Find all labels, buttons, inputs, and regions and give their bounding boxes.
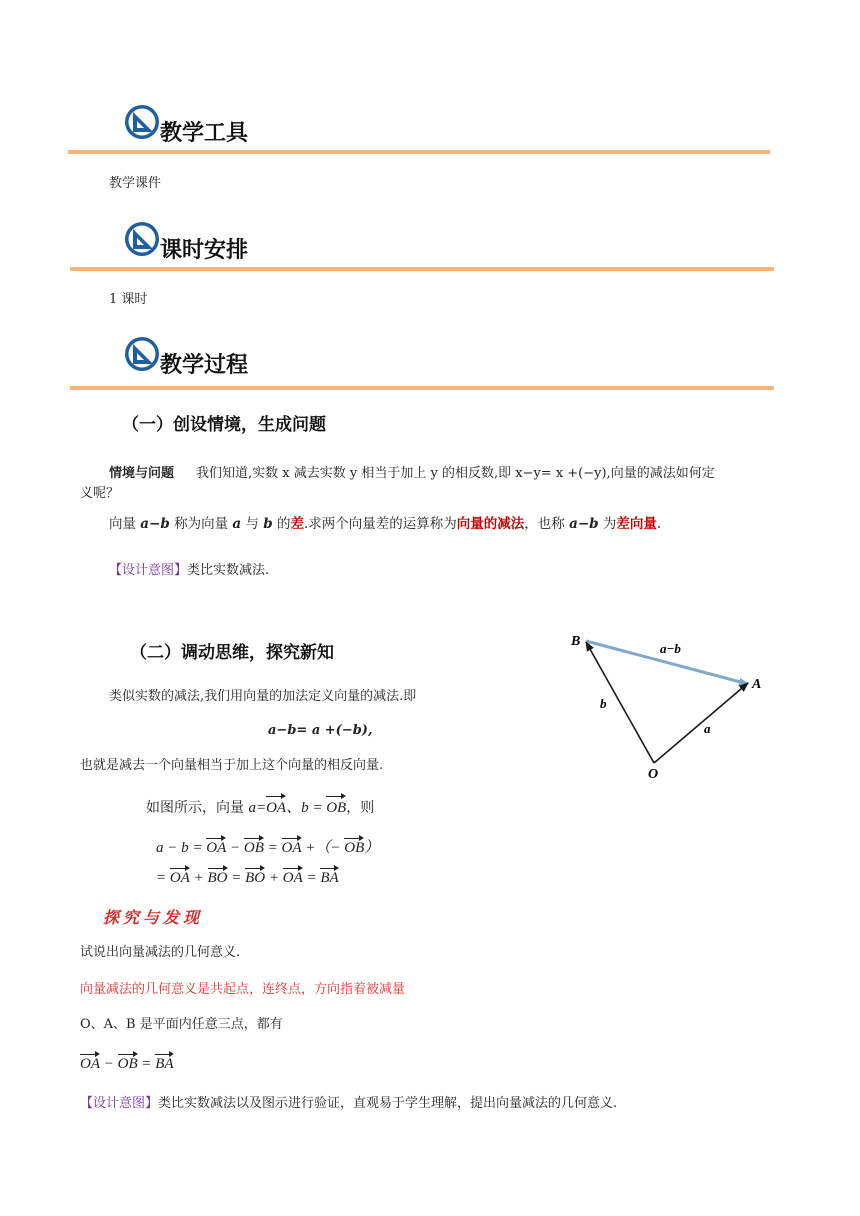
question-text: 试说出向量减法的几何意义.	[80, 945, 241, 960]
answer-text: 向量减法的几何意义是共起点，连终点，方向指着被减量	[80, 982, 406, 997]
figure-intro-text: 如图所示，向量	[146, 800, 249, 816]
section-divider	[70, 386, 774, 390]
tools-content: 教学课件	[109, 176, 162, 191]
part2-text-2: 也就是减去一个向量相当于加上这个向量的相反向量.	[80, 758, 384, 773]
vector-a: a	[232, 516, 242, 532]
label-O: O	[648, 767, 659, 782]
triangle-ruler-icon	[124, 336, 160, 372]
term-vector-subtraction: 向量的减法	[456, 516, 525, 532]
points-text: O、A、B 是平面内任意三点，都有	[80, 1017, 283, 1032]
text: 称为向量	[169, 516, 233, 532]
text: 为	[598, 516, 617, 532]
design-label: 【设计意图】	[80, 1096, 159, 1111]
vector-b: b	[263, 516, 273, 532]
formula-a-minus-b: a−b= a +(−b),	[268, 723, 373, 738]
design-label: 【设计意图】	[109, 563, 188, 578]
section-title: 教学过程	[160, 353, 249, 378]
vector-triangle-figure	[560, 620, 780, 790]
definition-line	[109, 514, 661, 534]
math-oa-minus-ob: OA − OB = BA	[80, 1052, 174, 1073]
text: ，也称	[524, 516, 570, 532]
figure-intro	[146, 794, 374, 818]
math-derivation-line-2: = OA + BO = BO + OA = BA	[156, 866, 339, 887]
part2-heading: （二）调动思维，探究新知	[130, 643, 334, 663]
math-vector-definitions: a=OA、b = OB	[248, 800, 346, 816]
situation-label: 情境与问题	[109, 466, 175, 481]
term-difference-vector: 差向量	[616, 516, 657, 532]
text: .	[656, 516, 662, 532]
label-a: a	[704, 721, 711, 736]
schedule-content: 1 课时	[109, 292, 148, 307]
vector-a-minus-b: a−b	[140, 516, 170, 532]
section-title: 教学工具	[160, 121, 249, 146]
math-derivation-line-1: a − b = OA − OB = OA +（− OB）	[156, 836, 379, 857]
figure-intro-text-2: ，则	[346, 800, 375, 816]
triangle-ruler-icon	[124, 221, 160, 257]
triangle-ruler-icon	[124, 104, 160, 140]
situation-line-1	[109, 464, 715, 484]
label-B: B	[571, 634, 581, 649]
arrow-a	[654, 683, 748, 763]
text: .求两个向量差的运算称为	[303, 516, 457, 532]
section-divider	[70, 267, 774, 271]
term-difference: 差	[290, 516, 304, 532]
arrow-b	[586, 642, 654, 763]
text: 向量	[109, 516, 141, 532]
section-divider	[68, 150, 770, 154]
text: 与	[241, 516, 264, 532]
situation-line-2: 义呢？	[80, 486, 120, 501]
text: 的	[272, 516, 291, 532]
part2-text-1: 类似实数的减法,我们用向量的加法定义向量的减法.即	[109, 689, 417, 704]
part1-heading: （一）创设情境，生成问题	[122, 415, 326, 435]
design-text: 类比实数减法.	[187, 563, 270, 578]
explore-discover-title: 探究与发现	[103, 908, 204, 927]
label-A: A	[752, 677, 762, 692]
design-intent-1	[109, 561, 269, 581]
section-heading-process	[124, 336, 424, 392]
situation-text: 我们知道,实数 x 减去实数 y 相当于加上 y 的相反数,即 x−y= x +(−y),向量的减法如何定	[196, 466, 715, 481]
section-title: 课时安排	[160, 238, 249, 263]
vector-a-minus-b: a−b	[569, 516, 599, 532]
design-text: 类比实数减法以及图示进行验证，直观易于学生理解，提出向量减法的几何意义.	[158, 1096, 618, 1111]
design-intent-2	[80, 1094, 617, 1114]
label-b: b	[600, 696, 607, 711]
label-a-minus-b: a−b	[660, 641, 681, 656]
